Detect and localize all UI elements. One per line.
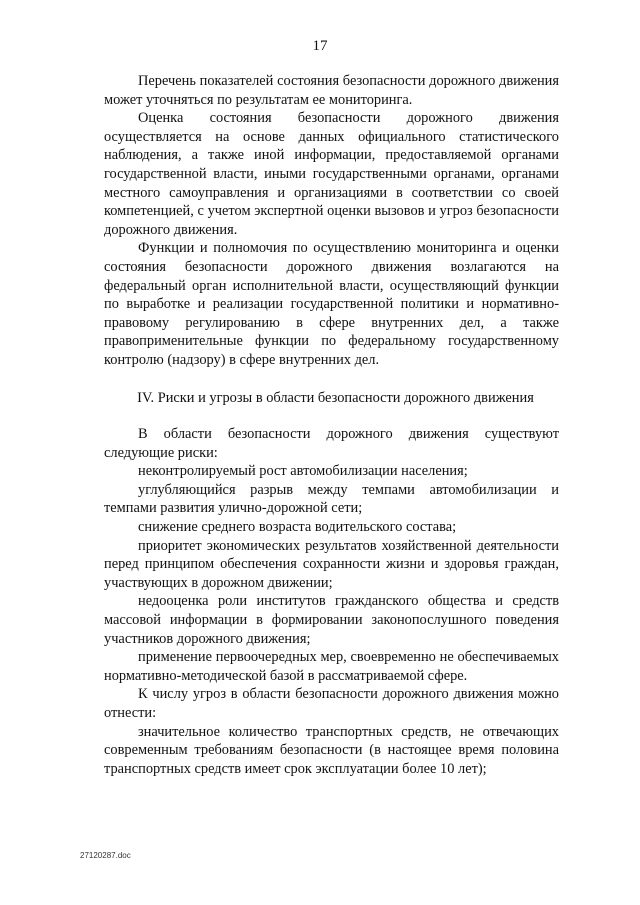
page-number: 17 [312, 38, 328, 54]
section-heading: IV. Риски и угрозы в области безопасности дорожного движения [137, 389, 534, 406]
list-item: значительное количество транспортных средств, не отвечающих современным требованиям безопасности (в настоящее время половина транспортных средств имеет срок эксплуатации более 10 лет); [104, 723, 559, 777]
list-item: приоритет экономических результатов хозяйственной деятельности перед принципом обеспечения сохранности жизни и здоровья граждан, участвующих в дорожном движении; [104, 537, 559, 591]
list-item: снижение среднего возраста водительского состава; [138, 519, 457, 536]
list-item: углубляющийся разрыв между темпами автомобилизации и темпами развития улично-дорожной сети; [104, 481, 559, 517]
paragraph: В области безопасности дорожного движения существуют следующие риски: [104, 426, 559, 461]
paragraph: Функции и полномочия по осуществлению мониторинга и оценки состояния безопасности дорожного движения возлагаются на федеральный орган исполнительной власти, осуществляющий функции по выработке и реализации государственной политики и нормативно-правовому регулированию в сфере внутренних дел, а также правоприменительные функции по федеральному государственному контролю (надзору) в сфере внутренних дел. [104, 240, 559, 368]
list-item: недооценка роли институтов гражданского общества и средств массовой информации в формировании законопослушного поведения участников дорожного движения; [104, 593, 559, 647]
list-item: неконтролируемый рост автомобилизации населения; [138, 463, 468, 480]
footer-file-name: 27120287.doc [80, 851, 131, 860]
document-body [104, 72, 559, 778]
paragraph: Перечень показателей состояния безопасности дорожного движения может уточняться по результатам ее мониторинга. [104, 73, 559, 108]
list-item: применение первоочередных мер, своевременно не обеспечиваемых нормативно-методической базой в рассматриваемой сфере. [104, 649, 559, 684]
paragraph: К числу угроз в области безопасности дорожного движения можно отнести: [104, 686, 559, 721]
paragraph: Оценка состояния безопасности дорожного движения осуществляется на основе данных официального статистического наблюдения, а также иной информации, предоставляемой органами государственной власти, иными государственными органами, органами местного самоуправления и организациями в соответствии со своей компетенцией, с учетом экспертной оценки вызовов и угроз безопасности дорожного движения. [104, 110, 559, 238]
